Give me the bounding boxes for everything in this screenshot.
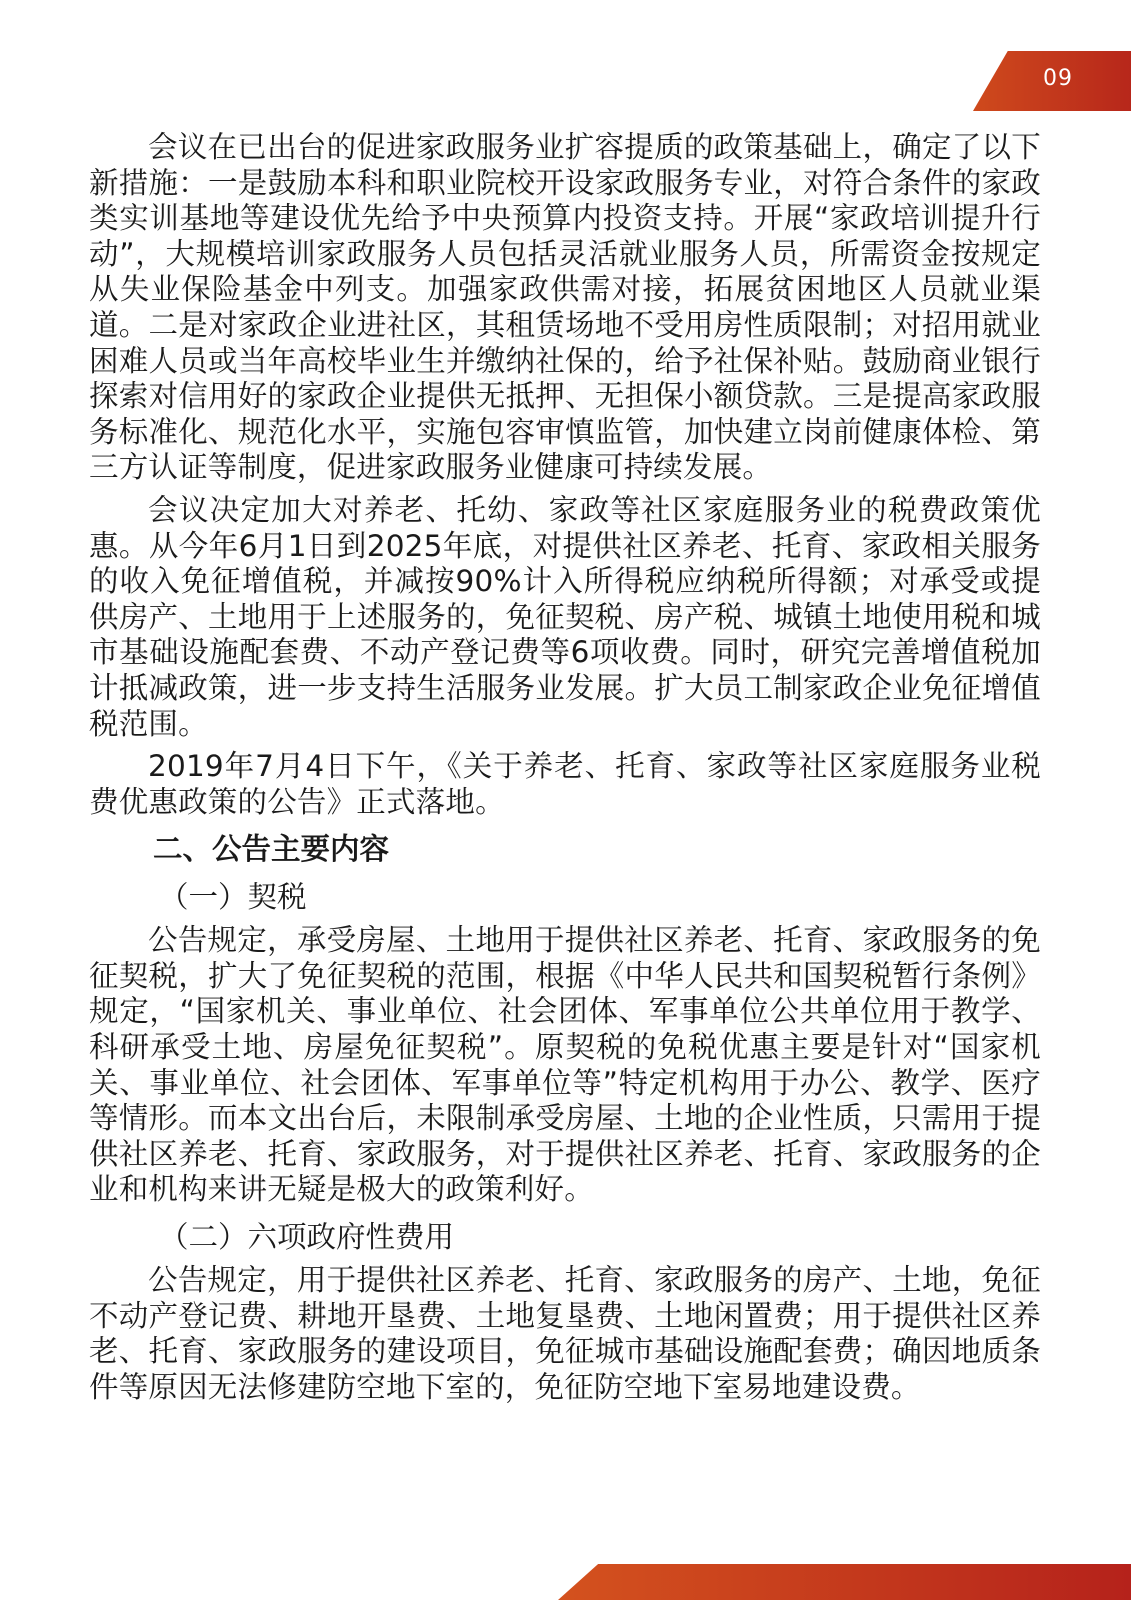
paragraph-deed-tax: 公告规定，承受房屋、土地用于提供社区养老、托育、家政服务的免征契税，扩大了免征契税的范围，根据《中华人民共和国契税暂行条例》规定，“国家机关、事业单位、社会团体、军事单位公共单位用于教学、科研承受土地、房屋免征契税”。原契税的免税优惠主要是针对“国家机关、事业单位、社会团体、军事单位等”特定机构用于办公、教学、医疗等情形。而本文出台后，未限制承受房屋、土地的企业性质，只需用于提供社区养老、托育、家政服务，对于提供社区养老、托育、家政服务的企业和机构来讲无疑是极大的政策利好。 <box>89 923 1041 1207</box>
footer-accent-bar <box>558 1564 1131 1600</box>
paragraph-new-measures: 会议在已出台的促进家政服务业扩容提质的政策基础上，确定了以下新措施：一是鼓励本科和职业院校开设家政服务专业，对符合条件的家政类实训基地等建设优先给予中央预算内投资支持。开展“家政培训提升行动”，大规模培训家政服务人员包括灵活就业服务人员，所需资金按规定从失业保险基金中列支。加强家政供需对接，拓展贫困地区人员就业渠道。二是对家政企业进社区，其租赁场地不受用房性质限制；对招用就业困难人员或当年高校毕业生并缴纳社保的，给予社保补贴。鼓励商业银行探索对信用好的家政企业提供无抵押、无担保小额贷款。三是提高家政服务标准化、规范化水平，实施包容审慎监管，加快建立岗前健康体检、第三方认证等制度，促进家政服务业健康可持续发展。 <box>89 130 1041 485</box>
document-body <box>89 130 1041 1412</box>
paragraph-announcement-date: 2019年7月4日下午，《关于养老、托育、家政等社区家庭服务业税费优惠政策的公告》正式落地。 <box>89 749 1041 819</box>
paragraph-tax-preferences: 会议决定加大对养老、托幼、家政等社区家庭服务业的税费政策优惠。从今年6月1日到2025年底，对提供社区养老、托育、家政相关服务的收入免征增值税，并减按90%计入所得税应纳税所得额；对承受或提供房产、土地用于上述服务的，免征契税、房产税、城镇土地使用税和城市基础设施配套费、不动产登记费等6项收费。同时，研究完善增值税加计抵减政策，进一步支持生活服务业发展。扩大员工制家政企业免征增值税范围。 <box>89 492 1041 741</box>
page-number: 09 <box>1043 66 1073 91</box>
paragraph-government-fees: 公告规定，用于提供社区养老、托育、家政服务的房产、土地，免征不动产登记费、耕地开垦费、土地复垦费、土地闲置费；用于提供社区养老、托育、家政服务的建设项目，免征城市基础设施配套费；确因地质条件等原因无法修建防空地下室的，免征防空地下室易地建设费。 <box>89 1263 1041 1404</box>
section-heading: 二、公告主要内容 <box>153 832 390 867</box>
subsection-heading-government-fees: （二）六项政府性费用 <box>159 1220 455 1255</box>
subsection-heading-deed-tax: （一）契税 <box>159 880 307 915</box>
